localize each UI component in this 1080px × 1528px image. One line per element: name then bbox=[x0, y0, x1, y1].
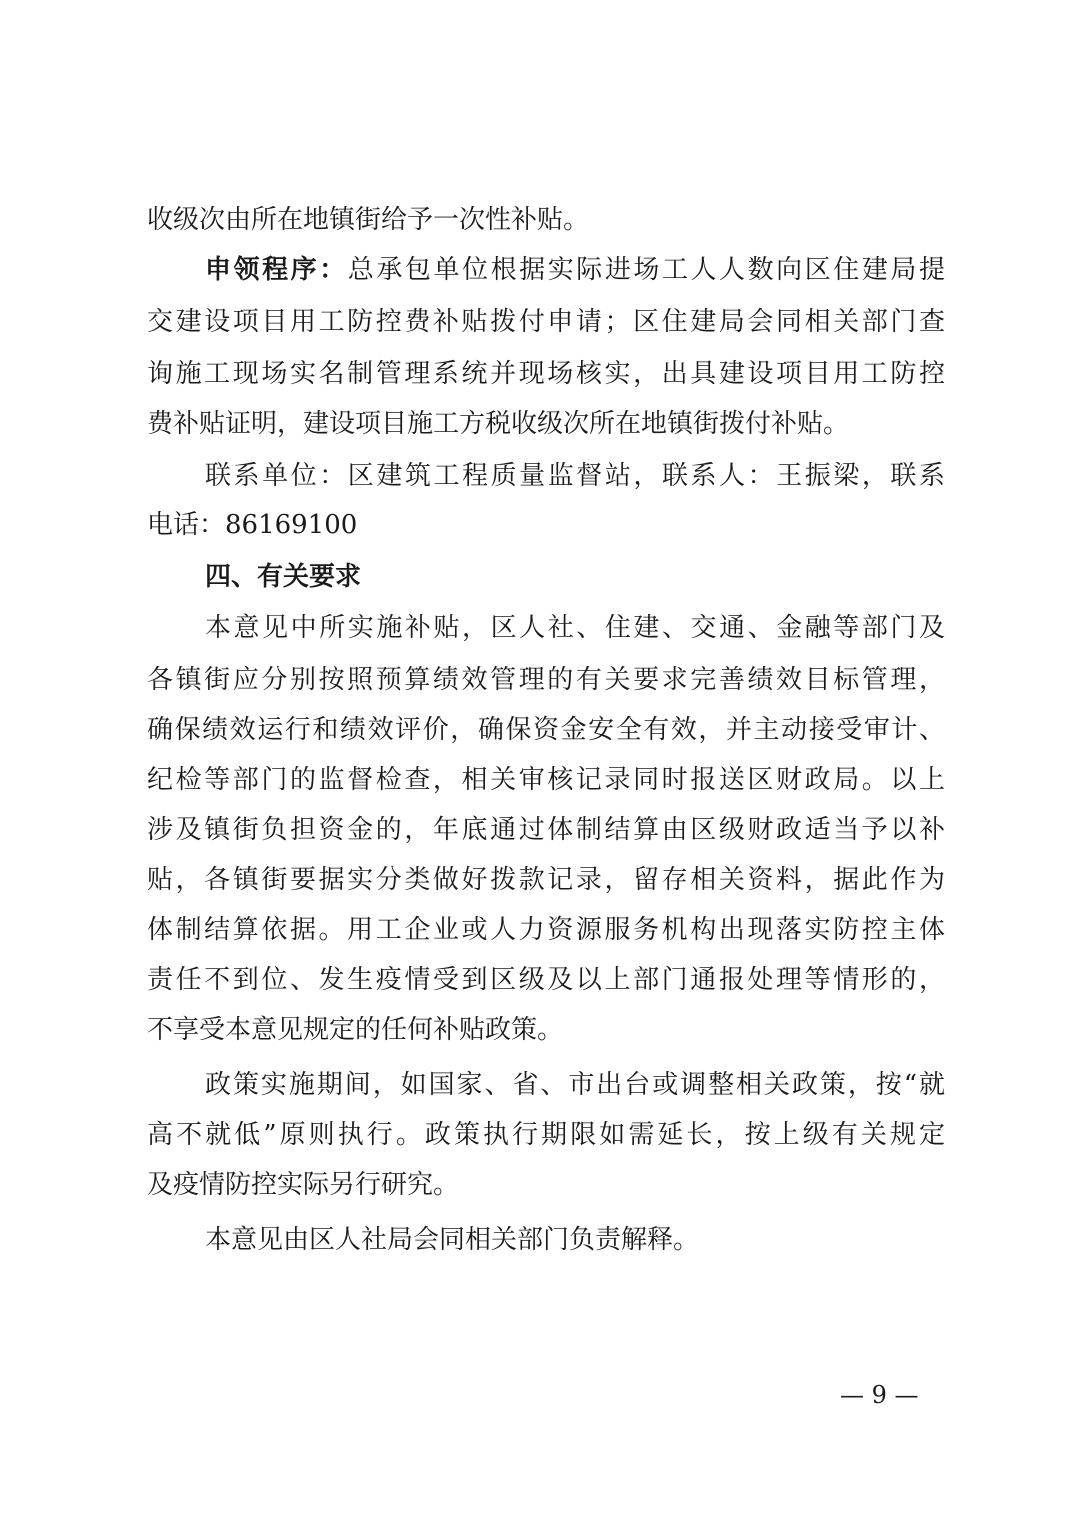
text-line: 交建设项目用工防控费补贴拨付申请；区住建局会同相关部门查 bbox=[147, 307, 945, 337]
section-heading: 四、有关要求 bbox=[205, 562, 362, 592]
text-line: 责任不到位、发生疫情受到区级及以上部门通报处理等情形的， bbox=[147, 965, 945, 995]
text-line: 政策实施期间，如国家、省、市出台或调整相关政策，按“就 bbox=[205, 1070, 945, 1100]
text-line: 及疫情防控实际另行研究。 bbox=[147, 1170, 460, 1200]
text-line: 纪检等部门的监督检查，相关审核记录同时报送区财政局。以上 bbox=[147, 765, 945, 795]
page-number: — 9 — bbox=[840, 1381, 919, 1409]
text-line: 各镇街应分别按照预算绩效管理的有关要求完善绩效目标管理， bbox=[147, 665, 945, 695]
text-line: 总承包单位根据实际进场工人人数向区住建局提 bbox=[347, 255, 945, 285]
text-line: 贴，各镇街要据实分类做好拨款记录，留存相关资料，据此作为 bbox=[147, 865, 945, 895]
text-line: 涉及镇街负担资金的，年底通过体制结算由区级财政适当予以补 bbox=[147, 815, 945, 845]
text-line: 电话：86169100 bbox=[147, 510, 358, 540]
text-line: 本意见中所实施补贴，区人社、住建、交通、金融等部门及 bbox=[205, 613, 945, 643]
text-line: 不享受本意见规定的任何补贴政策。 bbox=[147, 1015, 564, 1045]
text-line: 费补贴证明，建设项目施工方税收级次所在地镇街拨付补贴。 bbox=[147, 409, 850, 439]
text-line: 确保绩效运行和绩效评价，确保资金安全有效，并主动接受审计、 bbox=[147, 715, 945, 745]
text-line: 询施工现场实名制管理系统并现场核实，出具建设项目用工防控 bbox=[147, 359, 945, 389]
text-line: 体制结算依据。用工企业或人力资源服务机构出现落实防控主体 bbox=[147, 915, 945, 945]
procedure-label: 申领程序： bbox=[205, 255, 348, 285]
text-line: 本意见由区人社局会同相关部门负责解释。 bbox=[205, 1225, 700, 1255]
text-line: 联系单位：区建筑工程质量监督站，联系人：王振梁，联系 bbox=[205, 461, 945, 491]
text-line: 收级次由所在地镇街给予一次性补贴。 bbox=[147, 205, 590, 235]
paragraph-procedure bbox=[205, 253, 945, 287]
text-line: 高不就低”原则执行。政策执行期限如需延长，按上级有关规定 bbox=[147, 1120, 945, 1150]
